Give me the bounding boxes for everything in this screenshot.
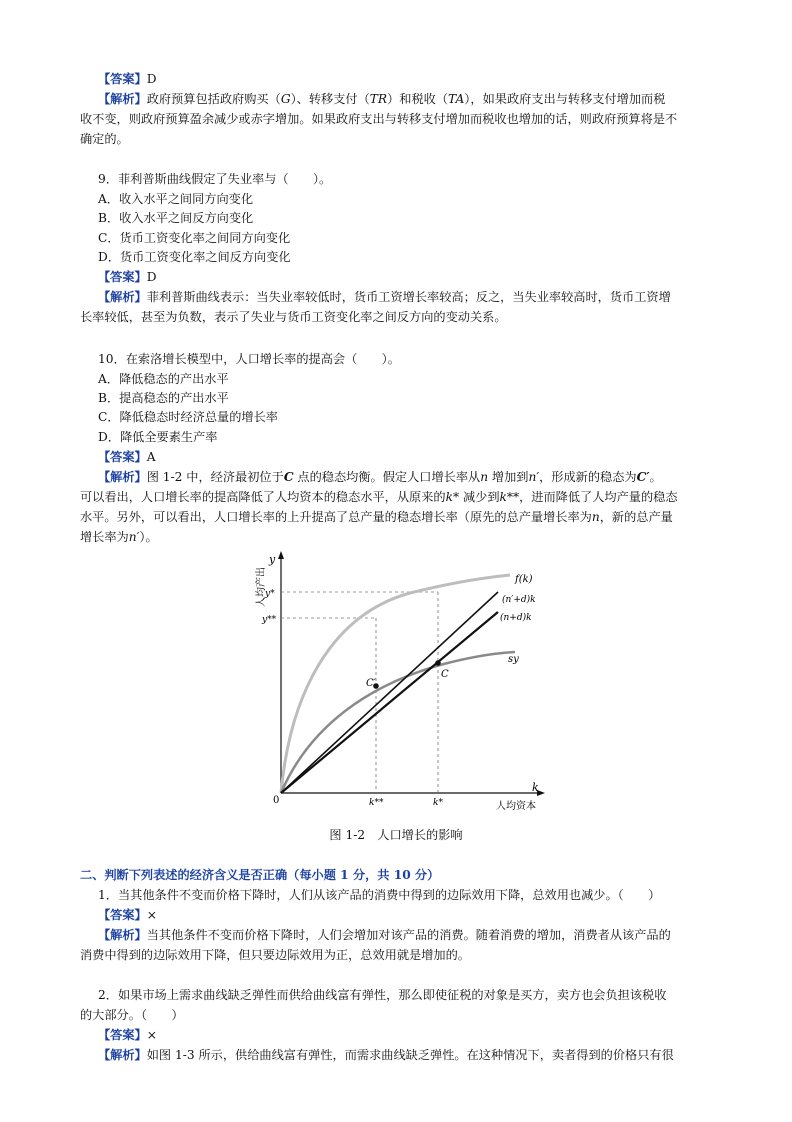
option-a: A．降低稳态的产出水平 <box>98 372 229 386</box>
y-axis-arrow <box>278 551 284 559</box>
point-c <box>435 660 441 666</box>
analysis-line: 【解析】如图 1-3 所示，供给曲线富有弹性，而需求曲线缺乏弹性。在这种情况下，卖者得到的价格只有很 <box>98 1048 674 1062</box>
sy-curve <box>281 652 515 793</box>
solow-growth-figure <box>240 545 560 815</box>
answer-line: 【答案】× <box>98 908 157 922</box>
analysis-text: 水平。另外，可以看出，人口增长率的上升提高了总产量的稳态增长率（原先的总产量增长率为n，新的总产量 <box>80 510 673 524</box>
judgment-2-cont: 的大部分。（ ） <box>80 1008 184 1022</box>
option-d: D．降低全要素生产率 <box>98 430 218 444</box>
option-c: C．降低稳态时经济总量的增长率 <box>98 410 278 424</box>
c-label: C <box>441 669 449 680</box>
answer-line <box>98 70 157 89</box>
x-axis-symbol: k <box>532 781 539 794</box>
analysis-line: 【解析】政府预算包括政府购买（G）、转移支付（TR）和税收（TA），如果政府支出与转移支付增加而税 <box>98 92 666 106</box>
analysis-text: 增长率为n′）。 <box>80 530 158 544</box>
k-star-label: k* <box>433 798 443 808</box>
answer-value: D <box>146 72 157 86</box>
option-d: D．货币工资变化率之间反方向变化 <box>98 250 291 264</box>
analysis-text: 收不变，则政府预算盈余减少或赤字增加。如果政府支出与转移支付增加而税收也增加的话，则政府预算将是不 <box>80 112 678 126</box>
judgment-1: 1．当其他条件不变而价格下降时，人们从该产品的消费中得到的边际效用下降，总效用也减少。（ ） <box>98 888 661 902</box>
n-d-k-label: (n+d)k <box>500 613 532 623</box>
f-k-label: f(k) <box>515 574 533 585</box>
question-9: 9．菲利普斯曲线假定了失业率与（ ）。 <box>98 172 332 186</box>
y-axis-label: 人均产出 <box>256 567 267 607</box>
figure-caption: 图 1-2 人口增长的影响 <box>329 828 463 842</box>
section-title: 二、判断下列表述的经济含义是否正确（每小题 1 分，共 10 分） <box>80 868 440 882</box>
analysis-tag: 【解析】 <box>98 92 147 106</box>
analysis-line: 【解析】图 1-2 中，经济最初位于C 点的稳态均衡。假定人口增长率从n 增加到n′，形成新的稳态为C′。 <box>98 470 662 484</box>
analysis-line: 【解析】当其他条件不变而价格下降时，人们会增加对该产品的消费。随着消费的增加，消费者从该产品的 <box>98 928 671 942</box>
sy-label: sy <box>508 654 519 665</box>
analysis-text: 确定的。 <box>80 132 129 146</box>
analysis-text: 消费中得到的边际效用下降，但只要边际效用为正，总效用就是增加的。 <box>80 948 470 962</box>
c-prime-label: C′ <box>366 678 376 689</box>
analysis-text: 长率较低，甚至为负数，表示了失业与货币工资变化率之间反方向的变动关系。 <box>80 310 507 324</box>
answer-line: 【答案】× <box>98 1028 157 1042</box>
analysis-line: 【解析】菲利普斯曲线表示：当失业率较低时，货币工资增长率较高；反之，当失业率较高时，货币工资增 <box>98 290 671 304</box>
origin-label: 0 <box>273 795 280 806</box>
line-n-d-k <box>281 612 498 793</box>
k-star2-label: k** <box>369 798 384 808</box>
y-star-label: y* <box>265 589 275 599</box>
option-a: A．收入水平之间同方向变化 <box>98 192 254 206</box>
y-star2-label: y** <box>262 615 277 625</box>
option-b: B．收入水平之间反方向变化 <box>98 211 254 225</box>
option-c: C．货币工资变化率之间同方向变化 <box>98 231 291 245</box>
answer-line: 【答案】A <box>98 450 156 464</box>
question-10: 10．在索洛增长模型中，人口增长率的提高会（ ）。 <box>98 352 400 366</box>
n-prime-d-k-label: (n′+d)k <box>502 595 536 605</box>
line-n-prime-d-k <box>281 592 498 793</box>
answer-line: 【答案】D <box>98 270 157 284</box>
analysis-text: 可以看出，人口增长率的提高降低了人均资本的稳态水平，从原来的k* 减少到k**，进而降低了人均产量的稳态 <box>80 490 678 504</box>
answer-tag: 【答案】 <box>98 72 147 86</box>
y-axis-symbol: y <box>269 553 276 566</box>
x-axis-label: 人均资本 <box>496 801 536 812</box>
judgment-2: 2．如果市场上需求曲线缺乏弹性而供给曲线富有弹性，那么即使征税的对象是买方，卖方也会负担该税收 <box>98 988 667 1002</box>
option-b: B．提高稳态的产出水平 <box>98 391 229 405</box>
